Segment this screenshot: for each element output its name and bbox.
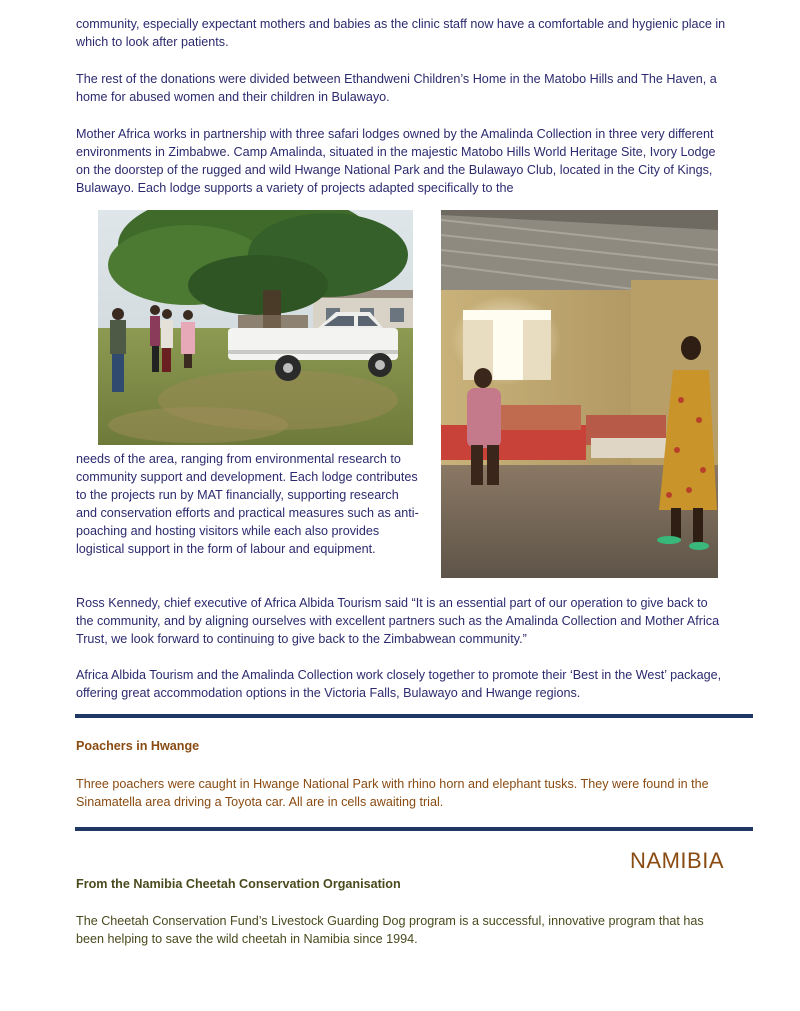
country-heading-namibia: NAMIBIA (630, 848, 724, 873)
heading-poachers: Poachers in Hwange (76, 739, 200, 753)
paragraph-ross-kennedy-quote: Ross Kennedy, chief executive of Africa Albida Tourism said “It is an essential part of our operation to give back to the community, and by aligning ourselves with excellent partners such as the Amalinda Collection and Mother Africa Trust, we look forward to continuing to give back to the Zimbabwean community.” (76, 596, 720, 646)
paragraph-partnership: Mother Africa works in partnership with three safari lodges owned by the Amalinda Collection in three very different environments in Zimbabwe. Camp Amalinda, situated in the majestic Matobo Hills World Heritage Site, Ivory Lodge on the doorstep of the rugged and wild Hwange National Park and the Bulawayo Club, located in the City of Kings, Bulawayo. Each lodge supports a variety of projects adapted specifically to the (76, 127, 716, 195)
heading-namibia-cheetah: From the Namibia Cheetah Conservation Organisation (76, 877, 401, 891)
photo-clinic-room (441, 210, 718, 578)
section-divider (75, 714, 753, 718)
paragraph-livestock-dogs: The Cheetah Conservation Fund’s Livestock Guarding Dog program is a successful, innovative program that has been helping to save the wild cheetah in Namibia since 1994. (76, 914, 704, 946)
section-divider (75, 827, 753, 831)
paragraph-donations: The rest of the donations were divided between Ethandweni Children’s Home in the Matobo Hills and The Haven, a home for abused women and their children in Bulawayo. (76, 72, 717, 104)
paragraph-best-in-the-west: Africa Albida Tourism and the Amalinda Collection work closely together to promote their ‘Best in the West’ package, offering great accommodation options in the Victoria Falls, Bulawayo and Hwange regions. (76, 668, 722, 700)
paragraph-clinic: community, especially expectant mothers and babies as the clinic staff now have a comfortable and hygienic place in which to look after patients. (76, 17, 726, 49)
paragraph-poachers: Three poachers were caught in Hwange National Park with rhino horn and elephant tusks. They were found in the Sinamatella area driving a Toyota car. All are in cells awaiting trial. (76, 777, 709, 809)
paragraph-lodge-projects: needs of the area, ranging from environmental research to community support and development. Each lodge contributes to the projects run by MAT financially, supporting research and conservation efforts and practical measures such as anti-poaching and hosting visitors while each also provides logistical support in the form of labour and equipment. (76, 452, 419, 556)
photo-bakkie-and-people (98, 210, 413, 445)
